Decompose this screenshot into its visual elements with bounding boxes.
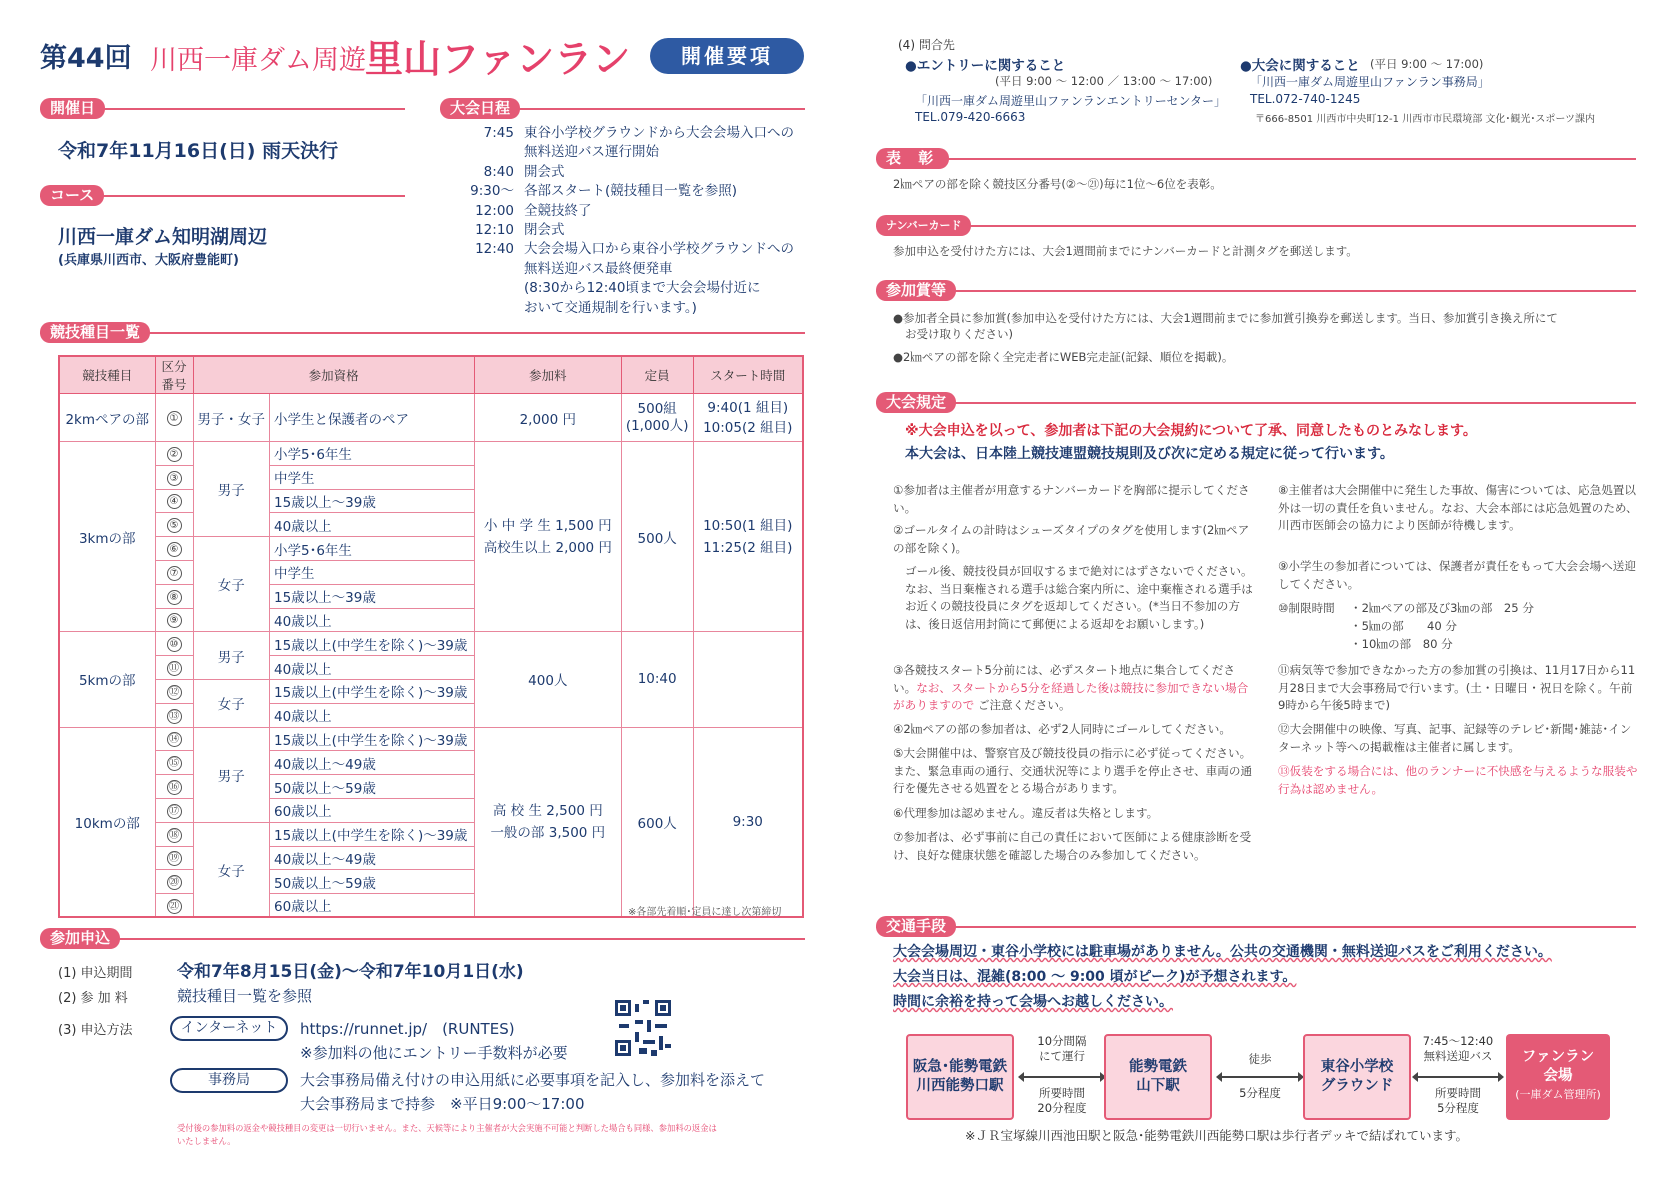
refund-note-1: 受付後の参加料の返金や競技種目の変更は一切行いません。また、天候等により主催者が大会実施不可能と判断した場合も同様、参加料の返金は [177,1123,717,1133]
gender-female: 女子 [193,679,270,727]
internet-pill: インターネット [170,1016,288,1041]
schedule-text: 東谷小学校グラウンドから大会会場入口への [524,125,794,141]
office-pill: 事務局 [170,1068,288,1093]
category-num: ⑩ [167,637,182,652]
pair-start-2: 10:05(2 組目) [703,419,793,436]
th-start: スタート時間 [693,356,803,394]
course-name: 川西一庫ダム知明湖周辺 [58,226,268,248]
capacity: 600人 [621,727,693,917]
qualification: 中学生 [270,560,475,584]
rule-2b: ゴール後、競技役員が回収するまで絶対にはずさないでください。なお、当日棄権される選手は総合案内所に、途中棄権される選手はお近くの競技役員にタグを返却してください。(*当日不参加の方は、後日返信用封筒にて郵便による返却をお願いします。) [905,564,1253,631]
schedule-item [440,202,794,221]
gender-male: 男子 [193,632,270,680]
category-num: ㉑ [167,899,182,914]
rule-10c: ・10㎞の部 80 分 [1350,637,1453,651]
schedule-text: 大会会場入口から東谷小学校グラウンドへの [524,241,794,258]
capacity: 500人 [621,442,693,632]
category-num: ⑱ [167,828,182,843]
rule-4: ④2㎞ペアの部の参加者は、必ず2人同時にゴールしてください。 [893,722,1231,736]
th-fee: 参加料 [474,356,621,394]
transport-note: ※ＪＲ宝塚線川西池田駅と阪急･能勢電鉄川西能勢口駅は歩行者デッキで結ばれています。 [965,1128,1468,1143]
category-num: ⑭ [167,732,182,747]
pair-name: 2kmペアの部 [59,394,155,442]
category-num: ④ [167,494,182,509]
schedule-text: 閉会式 [524,222,565,239]
fee-label: (2) 参 加 料 [58,991,128,1006]
qualification: 40歳以上 [270,608,475,632]
office-contact-hours: (平日 9:00 〜 17:00) [1370,57,1484,71]
schedule-list [440,124,794,318]
office-text-2: 大会事務局まで持参 ※平日9:00〜17:00 [300,1095,585,1113]
gender-male: 男子 [193,442,270,537]
category-num: ⑮ [167,756,182,771]
pair-fee: 2,000 円 [474,394,621,442]
venue-box [1506,1034,1610,1120]
gender-female: 女子 [193,822,270,917]
route-3-duration: 所要時間 5分程度 [1435,1086,1481,1115]
schedule-label: 大会日程 [440,98,520,119]
rule-3b: なお、スタートから5分を経過した後は競技に参加できない場合がありますので [893,680,1249,712]
title-accent: 里山ファンラン [365,37,631,81]
th-qual: 参加資格 [193,356,474,394]
schedule-item [440,240,794,259]
schedule-time: 12:10 [475,222,514,239]
schedule-item [440,279,794,298]
schedule-time: 9:30〜 [470,183,514,200]
events-note: ※各部先着順･定員に達し次第締切 [628,907,782,918]
award-label: 表 彰 [876,148,949,169]
rule-11: ⑪病気等で参加できなかった方の参加賞の引換は、11月17日から11月28日まで大会事務局で行います。(土・日曜日・祝日を除く。午前9時から午後5時まで) [1278,663,1636,712]
pair-num: ① [167,411,182,426]
category-num: ② [167,447,182,462]
station-yamashita: 能勢電鉄 山下駅 [1104,1034,1212,1120]
route-2-mode: 徒歩 [1248,1052,1272,1066]
schedule-time: 7:45 [483,125,514,141]
pair-gender: 男子・女子 [193,394,270,442]
contact-label: (4) 問合先 [898,38,955,52]
schedule-item [440,124,794,143]
schedule-time [440,260,524,279]
award-text: 2㎞ペアの部を除く競技区分番号(②〜㉑)毎に1位〜6位を表彰。 [893,177,1222,191]
schedule-text: おいて交通規制を行います。) [524,299,697,316]
schedule-time [440,279,524,298]
rule-8: ⑧主催者は大会開催中に発生した事故、傷害については、応急処置以外は一切の責任を負いません。なお、大会本部には応急処置のため、川西市医師会の協力により医師が待機します。 [1278,483,1638,532]
start-2: 11:25(2 組目) [703,539,793,556]
start-time: 9:30 [693,727,803,917]
prize-label: 参加賞等 [876,280,956,301]
gender-male: 男子 [193,727,270,822]
qualification: 40歳以上 [270,656,475,680]
category-num: ⑪ [167,661,182,676]
rules-intro-1: ※大会申込を以って、参加者は下記の大会規約について了承、同意したものとみなします。 [905,423,1477,439]
rule-1: ①参加者は主催者が用意するナンバーカードを胸部に提示してください。 [893,483,1250,515]
refund-note-2: いたしません。 [177,1136,236,1146]
category-num: ⑬ [167,709,182,724]
qualification: 15歳以上〜39歳 [270,489,475,513]
rule-13: ⑬仮装をする場合には、他のランナーに不快感を与えるような服装や行為は認めません。 [1278,764,1638,796]
rule-10b: ・5㎞の部 40 分 [1350,619,1457,633]
schedule-text: (8:30から12:40頃まで大会会場付近に [524,280,761,297]
prize-item-1a: ●参加者全員に参加賞(参加申込を受付けた方には、大会1週間前までに参加賞引換券を郵送します。当日、参加賞引き換え所にて [893,311,1558,325]
apply-label: 参加申込 [40,928,120,949]
qualification: 15歳以上〜39歳 [270,584,475,608]
qualification: 40歳以上〜49歳 [270,751,475,775]
method-label: (3) 申込方法 [58,1023,133,1038]
office-contact-tel: TEL.072-740-1245 [1250,92,1361,106]
entry-contact-title: ●エントリーに関すること [905,58,1066,74]
qualification: 60歳以上 [270,894,475,918]
qualification: 40歳以上 [270,703,475,727]
number-card-text: 参加申込を受付けた方には、大会1週間前までにナンバーカードと計測タグを郵送します。 [893,244,1358,258]
category-num: ⑨ [167,613,182,628]
rule-6: ⑥代理参加は認めません。違反者は失格とします。 [893,806,1159,820]
route-1-frequency: 10分間隔 にて運行 [1037,1034,1087,1063]
category-num: ⑦ [167,566,182,581]
rule-5: ⑤大会開催中は、警察官及び競技役員の指示に必ず従ってください。また、緊急車両の通行、交通状況等により選手を停止させ、車両の通行を優先させる処置をとる場合があります。 [893,746,1253,795]
qualification: 15歳以上(中学生を除く)〜39歳 [270,727,475,751]
category-num: ⑥ [167,542,182,557]
course-location: (兵庫県川西市、大阪府豊能町) [58,253,239,268]
venue-sub: (一庫ダム管理所) [1515,1088,1601,1101]
higashitani-school-ground: 東谷小学校 グラウンド [1303,1034,1411,1120]
pair-qual: 小学生と保護者のペア [270,394,475,442]
schedule-item [440,182,794,201]
th-num: 区分番号 [155,356,193,394]
qualification: 15歳以上(中学生を除く)〜39歳 [270,679,475,703]
qualification: 中学生 [270,465,475,489]
url-note: ※参加料の他にエントリー手数料が必要 [300,1044,568,1062]
qr-code-icon [615,1000,671,1056]
venue-name: ファンラン 会場 [1521,1049,1595,1084]
schedule-time: 12:00 [475,202,514,219]
rule-2: ②ゴールタイムの計時はシューズタイプのタグを使用します(2㎞ペアの部を除く)。 [893,523,1250,555]
schedule-text: 各部スタート(競技種目一覧を参照) [524,183,738,200]
category-num: ⑰ [167,804,182,819]
event-name: 10kmの部 [59,727,155,917]
period-label: (1) 申込期間 [58,966,133,981]
schedule-text: 全競技終了 [524,202,592,219]
capacity: 400人 [474,632,621,727]
category-num: ⑳ [167,875,182,890]
category-num: ⑯ [167,780,182,795]
office-contact-name: 「川西一庫ダム周遊里山ファンラン事務局」 [1250,75,1490,89]
rules-intro-2: 本大会は、日本陸上競技連盟競技規則及び次に定める規定に従って行います。 [905,446,1394,462]
entry-contact-tel: TEL.079-420-6663 [915,110,1026,124]
rule-3c: ご注意ください。 [974,698,1071,712]
station-kawanishi-noseguchi: 阪急･能勢電鉄 川西能勢口駅 [906,1034,1014,1120]
office-text-1: 大会事務局備え付けの申込用紙に必要事項を記入し、参加料を添えて [300,1071,766,1089]
event-name: 3kmの部 [59,442,155,632]
number-card-label: ナンバーカード [876,215,971,236]
rule-10: ⑩制限時間 [1278,601,1335,615]
fee-1: 高 校 生 2,500 円 [492,803,603,819]
qualification: 40歳以上 [270,513,475,537]
fee-2: 高校生以上 2,000 円 [483,539,612,556]
office-contact-address: 〒666-8501 川西市中央町12-1 川西市市民環境部 文化･観光･スポーツ課内 [1255,114,1595,125]
header-badge: 開催要項 [650,38,804,74]
qualification: 15歳以上(中学生を除く)〜39歳 [270,822,475,846]
date-label: 開催日 [40,98,105,119]
fee-value: 競技種目一覧を参照 [177,987,313,1005]
start-1: 10:50(1 組目) [703,517,793,534]
event-date: 令和7年11月16日(日) 雨天決行 [58,140,339,162]
schedule-time: 8:40 [483,163,514,180]
category-num: ⑧ [167,590,182,605]
prize-item-1b: お受け取りください) [905,327,1013,341]
pair-cap: 500組 [637,400,677,417]
events-label: 競技種目一覧 [40,322,150,343]
transport-line-1: 大会会場周辺・東谷小学校には駐車場がありません。公共の交通機関・無料送迎バスをご利用ください。 [893,944,1552,960]
schedule-item [440,163,794,182]
course-label: コース [40,185,104,206]
rule-7: ⑦参加者は、必ず事前に自己の責任において医師による健康診断を受け、良好な健康状態を確認した場合のみ参加してください。 [893,830,1252,862]
category-num: ⑲ [167,851,182,866]
rule-9: ⑨小学生の参加者については、保護者が責任をもって大会会場へ送迎してください。 [1278,559,1636,591]
entry-contact-name: 「川西一庫ダム周遊里山ファンランエントリーセンター」 [915,94,1227,108]
office-contact-title: ●大会に関すること [1240,58,1360,74]
transport-line-3: 時間に余裕を持って会場へお越しください。 [893,994,1173,1010]
qualification: 50歳以上〜59歳 [270,775,475,799]
schedule-text: 無料送迎バス運行開始 [524,144,659,161]
category-num: ⑤ [167,518,182,533]
th-event: 競技種目 [59,356,155,394]
fee-1: 小 中 学 生 1,500 円 [484,517,612,534]
period-value: 令和7年8月15日(金)〜令和7年10月1日(水) [177,962,524,982]
qualification: 15歳以上(中学生を除く)〜39歳 [270,632,475,656]
rule-10a: ・2㎞ペアの部及び3㎞の部 25 分 [1350,601,1534,615]
schedule-time [440,143,524,162]
events-table [58,355,804,918]
rule-3 [893,662,1253,715]
schedule-text: 無料送迎バス最終便発車 [524,260,673,277]
pair-cap-people: (1,000人) [625,417,689,434]
schedule-time: 12:40 [475,241,514,258]
qualification: 50歳以上〜59歳 [270,870,475,894]
rules-label: 大会規定 [876,392,956,413]
category-num: ③ [167,471,182,486]
title-main: 川西一庫ダム周遊 [150,45,366,76]
route-2-duration: 5分程度 [1239,1086,1281,1100]
schedule-item [440,299,794,318]
transport-line-2: 大会当日は、混雑(8:00 〜 9:00 頃がピーク)が予想されます。 [893,969,1297,985]
prize-item-2: ●2㎞ペアの部を除く全完走者にWEB完走証(記録、順位を掲載)。 [893,350,1234,364]
qualification: 小学5･6年生 [270,537,475,561]
start-time: 10:40 [621,632,693,727]
qualification: 小学5･6年生 [270,442,475,466]
gender-female: 女子 [193,537,270,632]
qualification: 40歳以上〜49歳 [270,846,475,870]
pair-start-1: 9:40(1 組目) [707,399,789,416]
schedule-item [440,221,794,240]
schedule-item [440,143,794,162]
schedule-time [440,299,524,318]
rule-3a: ③各競技スタート5分前には、必ずスタート地点に集合してください。 [893,663,1235,695]
transport-label: 交通手段 [876,916,956,937]
qualification: 60歳以上 [270,798,475,822]
entry-contact-hours: (平日 9:00 〜 12:00 ／ 13:00 〜 17:00) [995,74,1213,88]
event-name: 5kmの部 [59,632,155,727]
schedule-text: 開会式 [524,163,565,180]
fee-2: 一般の部 3,500 円 [490,825,606,841]
route-3-shuttle: 7:45〜12:40 無料送迎バス [1422,1034,1494,1063]
route-1-duration: 所要時間 20分程度 [1037,1086,1087,1115]
th-cap: 定員 [621,356,693,394]
schedule-item [440,260,794,279]
edition: 第44回 [40,43,132,74]
entry-url[interactable]: https://runnet.jp/ (RUNTES) [300,1020,515,1038]
rule-12: ⑫大会開催中の映像、写真、記事、記録等のテレビ･新聞･雑誌･インターネット等への掲載権は主催者に属します。 [1278,722,1632,754]
category-num: ⑫ [167,685,182,700]
